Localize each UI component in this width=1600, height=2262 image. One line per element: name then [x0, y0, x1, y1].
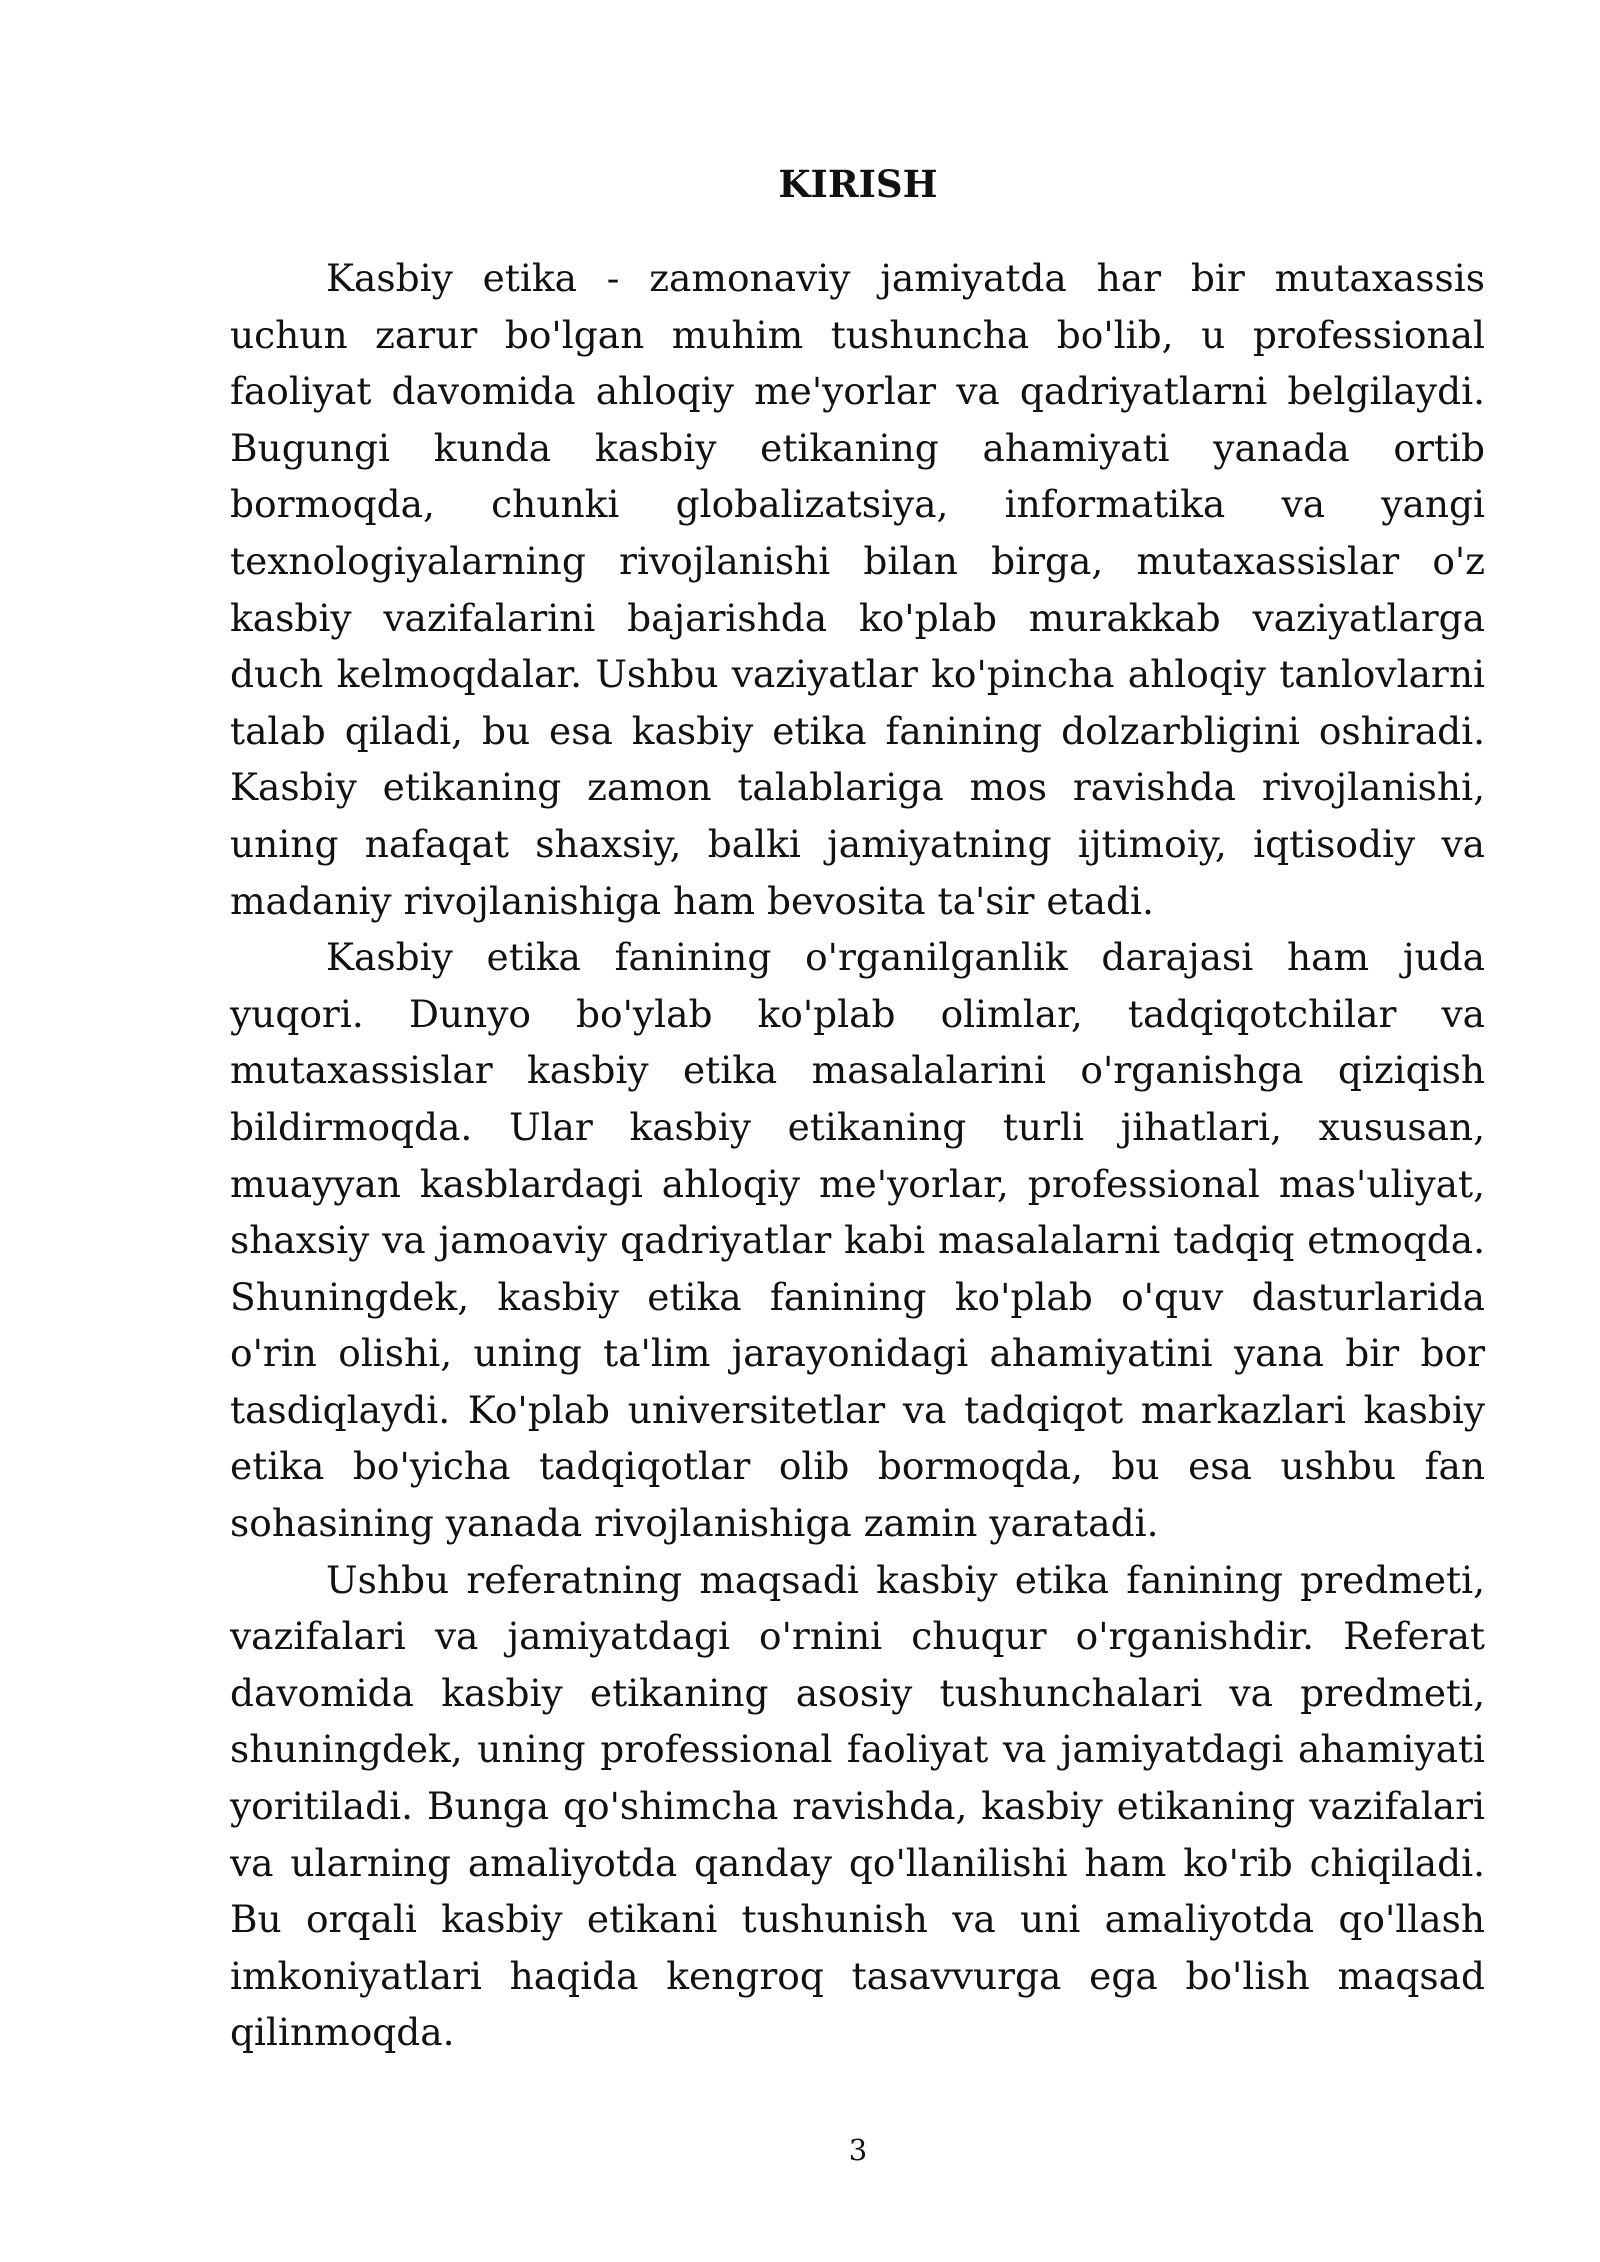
page-number: 3: [848, 2133, 868, 2167]
paragraph-1: Kasbiy etika - zamonaviy jamiyatda har bir mutaxassis uchun zarur bo'lgan muhim tushuncha bo'lib, u professional faoliyat davomida ahloqiy me'yorlar va qadriyatlarni belgilaydi. Bugungi kunda kasbiy etikaning ahamiyati yanada ortib bormoqda, chunki globalizatsiya, informatika va yangi texnologiyalarning rivojlanishi bilan birga, mutaxassislar o'z kasbiy vazifalarini bajarishda ko'plab murakkab vaziyatlarga duch kelmoqdalar. Ushbu vaziyatlar ko'pincha ahloqiy tanlovlarni talab qiladi, bu esa kasbiy etika fanining dolzarbligini oshiradi. Kasbiy etikaning zamon talablariga mos ravishda rivojlanishi, uning nafaqat shaxsiy, balki jamiyatning ijtimoiy, iqtisodiy va madaniy rivojlanishiga ham bevosita ta'sir etadi.: [230, 256, 1485, 923]
document-body: [230, 250, 1485, 2061]
paragraph-3: Ushbu referatning maqsadi kasbiy etika fanining predmeti, vazifalari va jamiyatdagi o'rnini chuqur o'rganishdir. Referat davomida kasbiy etikaning asosiy tushunchalari va predmeti, shuningdek, uning professional faoliyat va jamiyatdagi ahamiyati yoritiladi. Bunga qo'shimcha ravishda, kasbiy etikaning vazifalari va ularning amaliyotda qanday qo'llanilishi ham ko'rib chiqiladi. Bu orqali kasbiy etikani tushunish va uni amaliyotda qo'llash imkoniyatlari haqida kengroq tasavvurga ega bo'lish maqsad qilinmoqda.: [230, 1557, 1485, 2055]
page-title: KIRISH: [778, 162, 938, 206]
paragraph-2: Kasbiy etika fanining o'rganilganlik darajasi ham juda yuqori. Dunyo bo'ylab ko'plab olimlar, tadqiqotchilar va mutaxassislar kasbiy etika masalalarini o'rganishga qiziqish bildirmoqda. Ular kasbiy etikaning turli jihatlari, xususan, muayyan kasblardagi ahloqiy me'yorlar, professional mas'uliyat, shaxsiy va jamoaviy qadriyatlar kabi masalalarni tadqiq etmoqda. Shuningdek, kasbiy etika fanining ko'plab o'quv dasturlarida o'rin olishi, uning ta'lim jarayonidagi ahamiyatini yana bir bor tasdiqlaydi. Ko'plab universitetlar va tadqiqot markazlari kasbiy etika bo'yicha tadqiqotlar olib bormoqda, bu esa ushbu fan sohasining yanada rivojlanishiga zamin yaratadi.: [230, 935, 1485, 1546]
